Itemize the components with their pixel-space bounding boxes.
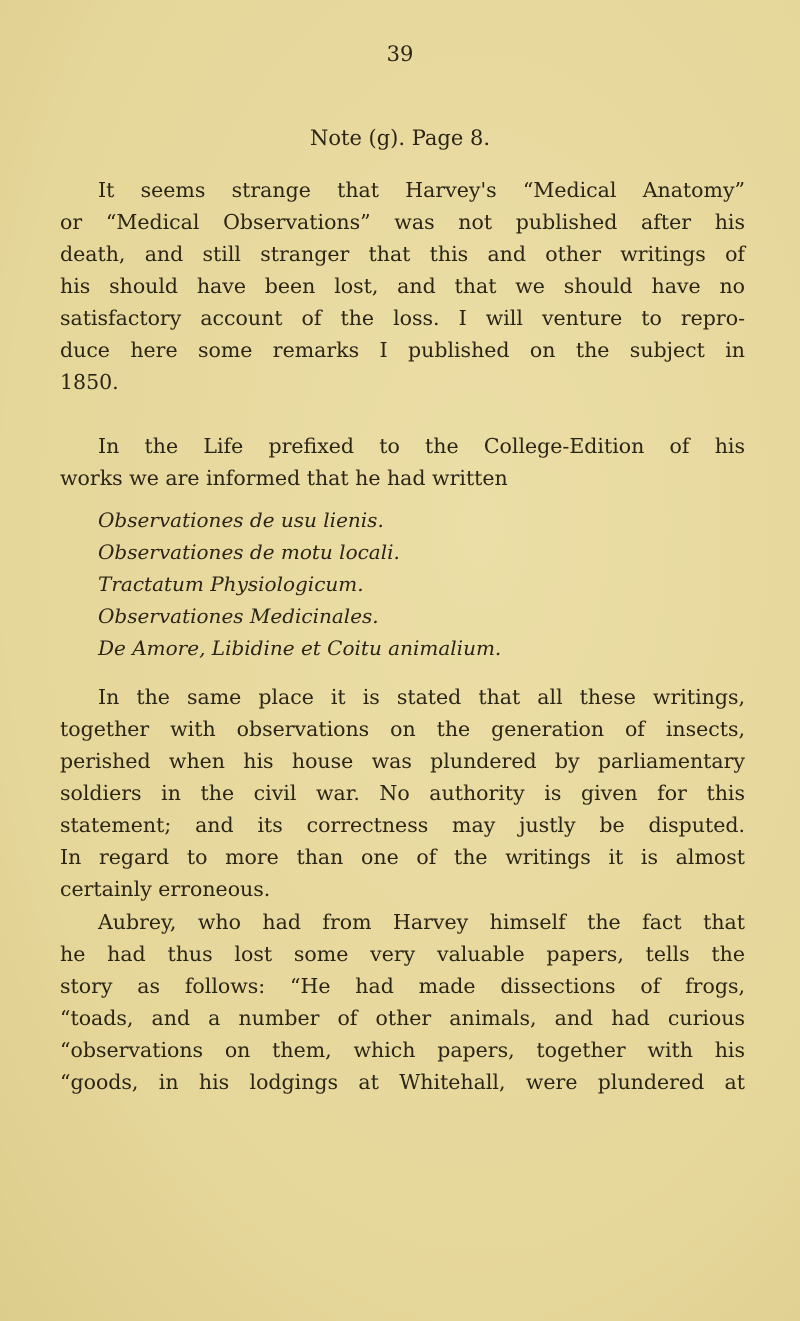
text-line: death, and still stranger that this and other writings of: [60, 242, 745, 266]
text-line: together with observations on the generation of insects,: [60, 717, 745, 741]
text-line: story as follows: “He had made dissections of frogs,: [60, 974, 745, 998]
text-line: soldiers in the civil war. No authority is given for this: [60, 781, 745, 805]
text-line: Observationes de motu locali.: [98, 540, 400, 564]
text-line: Tractatum Physiologicum.: [98, 572, 364, 596]
text-line: or “Medical Observations” was not published after his: [60, 210, 745, 234]
text-line: statement; and its correctness may justly be disputed.: [60, 813, 745, 837]
text-line: his should have been lost, and that we should have no: [60, 274, 745, 298]
text-line: “goods, in his lodgings at Whitehall, were plundered at: [60, 1070, 745, 1094]
text-line: In the Life prefixed to the College-Edition of his: [98, 434, 745, 458]
page-number: 39: [386, 42, 414, 66]
text-line: Observationes Medicinales.: [98, 604, 379, 628]
text-line: In regard to more than one of the writings it is almost: [60, 845, 745, 869]
note-heading: Note (g). Page 8.: [309, 126, 491, 150]
text-line: satisfactory account of the loss. I will venture to repro-: [60, 306, 745, 330]
text-line: Aubrey, who had from Harvey himself the fact that: [98, 910, 745, 934]
text-line: certainly erroneous.: [60, 877, 271, 901]
text-line: “observations on them, which papers, together with his: [60, 1038, 745, 1062]
text-line: duce here some remarks I published on the subject in: [60, 338, 745, 362]
text-line: he had thus lost some very valuable papers, tells the: [60, 942, 745, 966]
text-line: perished when his house was plundered by parliamentary: [60, 749, 745, 773]
text-line: In the same place it is stated that all these writings,: [98, 685, 745, 709]
text-line: “toads, and a number of other animals, and had curious: [60, 1006, 745, 1030]
text-line: Observationes de usu lienis.: [98, 508, 384, 532]
text-line: De Amore, Libidine et Coitu animalium.: [98, 636, 502, 660]
text-line: It seems strange that Harvey's “Medical Anatomy”: [98, 178, 745, 202]
text-line: 1850.: [60, 370, 119, 394]
text-line: works we are informed that he had written: [60, 466, 508, 490]
